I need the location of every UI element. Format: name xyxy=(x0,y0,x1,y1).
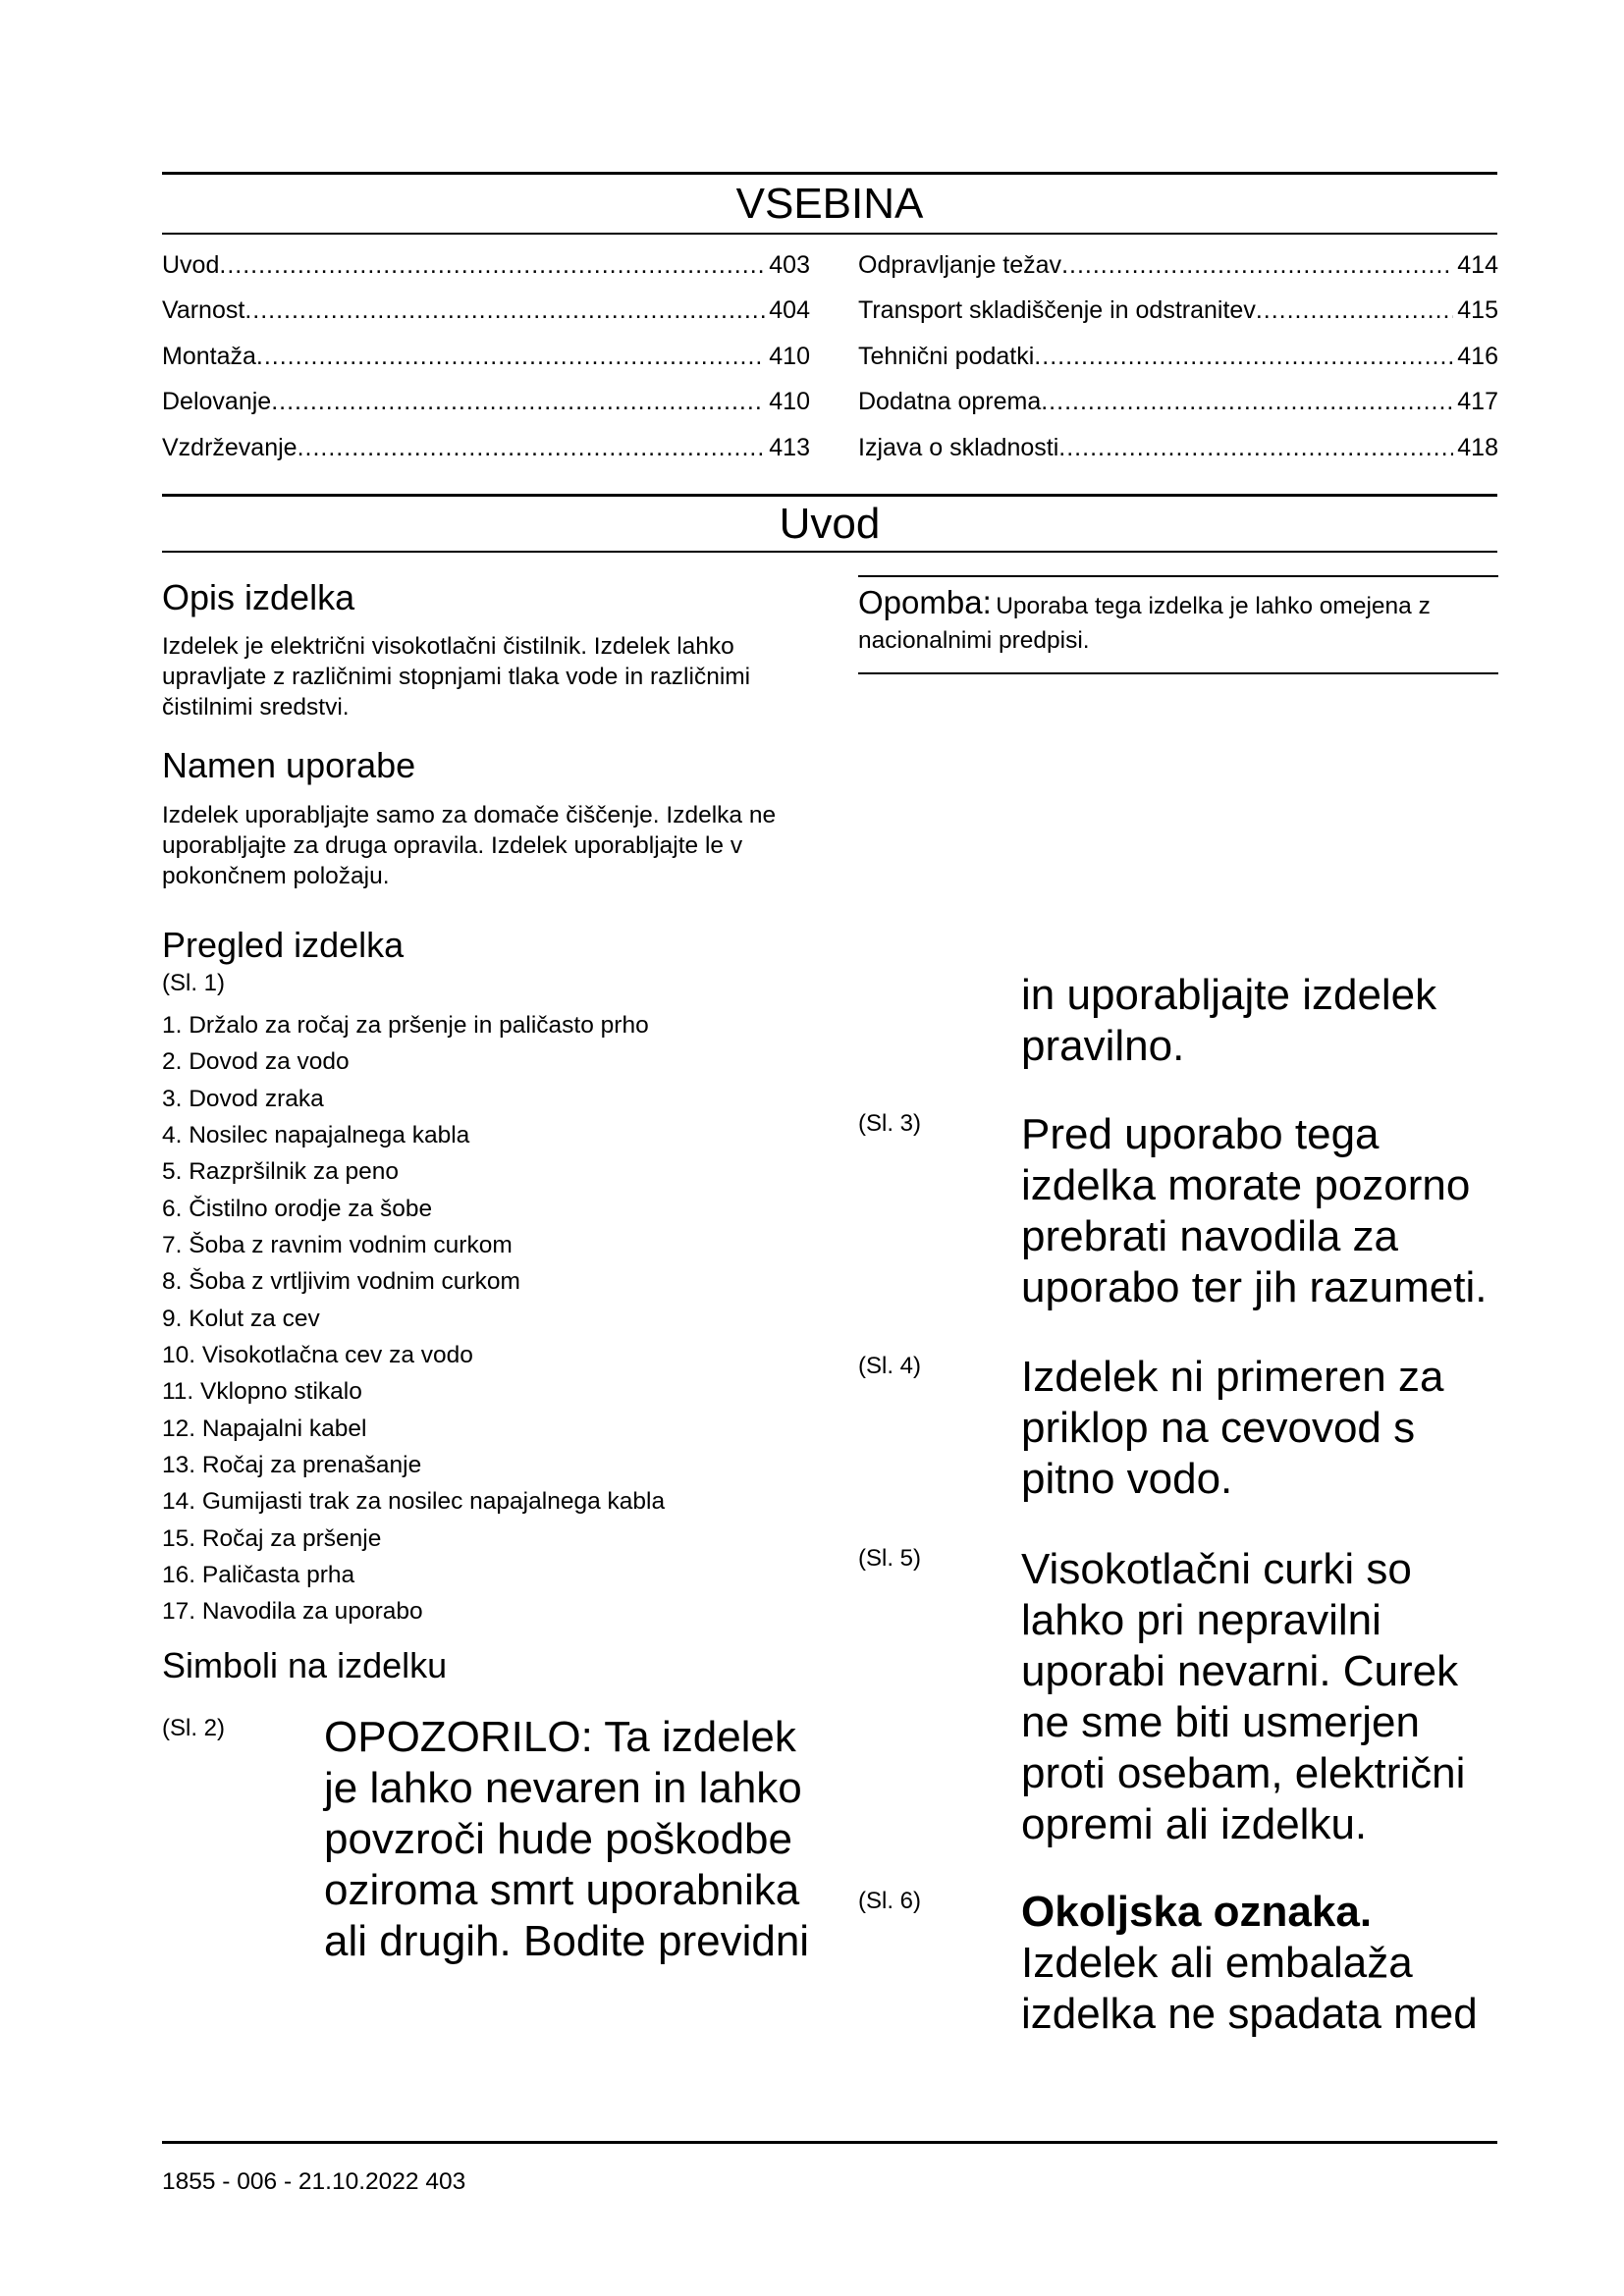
namen-heading: Namen uporabe xyxy=(162,745,416,785)
footer-text: 1855 - 006 - 21.10.2022 403 xyxy=(162,2168,466,2195)
list-item: 12. Napajalni kabel xyxy=(162,1415,367,1442)
list-item: 1. Držalo za ročaj za pršenje in paličasto prho xyxy=(162,1012,649,1039)
list-item: 15. Ročaj za pršenje xyxy=(162,1525,382,1552)
toc-entry-page: 415 xyxy=(1457,296,1498,324)
toc-entry-page: 418 xyxy=(1457,434,1498,461)
footer-rule xyxy=(162,2141,1497,2144)
pregled-heading: Pregled izdelka xyxy=(162,925,405,965)
opis-heading: Opis izdelka xyxy=(162,577,355,617)
sl4-text: Izdelek ni primeren za priklop na cevovod s pitno vodo. xyxy=(1021,1353,1444,1503)
list-item: 7. Šoba z ravnim vodnim curkom xyxy=(162,1232,513,1258)
list-item: 5. Razpršilnik za peno xyxy=(162,1158,400,1185)
list-item: 2. Dovod za vodo xyxy=(162,1048,350,1075)
sl5-text: Visokotlačni curki so lahko pri nepravilni uporabi nevarni. Curek ne sme biti usmerjen proti osebam, električni opremi ali izdelku. xyxy=(1021,1545,1466,1848)
toc-entry-page: 404 xyxy=(769,296,810,324)
toc-entry-page: 414 xyxy=(1457,251,1498,279)
list-item: 14. Gumijasti trak za nosilec napajalnega kabla xyxy=(162,1488,666,1515)
toc-title: VSEBINA xyxy=(735,180,924,228)
list-item: 6. Čistilno orodje za šobe xyxy=(162,1196,433,1222)
toc-entry[interactable] xyxy=(858,343,1498,371)
toc-entry[interactable] xyxy=(162,343,810,371)
opomba-text: Uporaba tega izdelka je lahko omejena z nacionalnimi predpisi. xyxy=(858,593,1431,654)
toc-entry[interactable] xyxy=(858,388,1498,416)
toc-entry-label: Vzdrževanje xyxy=(162,434,298,461)
pregled-figure-ref: (Sl. 1) xyxy=(162,970,226,996)
toc-entry[interactable] xyxy=(162,434,810,462)
toc-top-rule xyxy=(162,172,1497,175)
list-item: 17. Navodila za uporabo xyxy=(162,1598,423,1625)
opomba-bottom-rule xyxy=(858,672,1498,674)
toc-entry[interactable] xyxy=(858,251,1498,280)
section-top-rule xyxy=(162,494,1497,497)
toc-entry-label: Tehnični podatki xyxy=(858,343,1035,370)
sl6-bold-text: Okoljska oznaka. xyxy=(1021,1888,1373,1936)
list-item: 10. Visokotlačna cev za vodo xyxy=(162,1342,473,1368)
section-title: Uvod xyxy=(779,500,881,548)
sl4-figure-ref: (Sl. 4) xyxy=(858,1353,922,1379)
list-item: 11. Vklopno stikalo xyxy=(162,1378,362,1405)
toc-entry-page: 410 xyxy=(769,388,810,415)
toc-entry[interactable] xyxy=(162,388,810,416)
toc-entry-label: Izjava o skladnosti xyxy=(858,434,1059,461)
toc-entry-label: Delovanje xyxy=(162,388,272,415)
toc-entry-label: Uvod xyxy=(162,251,220,279)
sl3-figure-ref: (Sl. 3) xyxy=(858,1110,922,1137)
toc-entry-page: 413 xyxy=(769,434,810,461)
list-item: 8. Šoba z vrtljivim vodnim curkom xyxy=(162,1268,520,1295)
toc-entry[interactable] xyxy=(858,296,1498,325)
opomba-label: Opomba: xyxy=(858,584,992,620)
toc-entry[interactable] xyxy=(162,296,810,325)
sl2-text: OPOZORILO: Ta izdelek je lahko nevaren in lahko povzroči hude poškodbe oziroma smrt uporabnika ali drugih. Bodite previdni xyxy=(324,1713,810,1965)
sl5-figure-ref: (Sl. 5) xyxy=(858,1545,922,1572)
toc-entry[interactable] xyxy=(162,251,810,280)
toc-bottom-rule xyxy=(162,233,1497,235)
sl6-block xyxy=(1021,1887,1502,2040)
opomba-note xyxy=(858,584,1496,660)
toc-entry-label: Dodatna oprema xyxy=(858,388,1042,415)
list-item: 3. Dovod zraka xyxy=(162,1086,324,1112)
sl6-figure-ref: (Sl. 6) xyxy=(858,1888,922,1914)
opis-text: Izdelek je električni visokotlačni čistilnik. Izdelek lahko upravljate z različnimi stopnjami tlaka vode in različnimi čistilnimi sredstvi. xyxy=(162,633,751,721)
namen-text: Izdelek uporabljajte samo za domače čiščenje. Izdelka ne uporabljajte za druga opravila. Izdelek uporabljajte le v pokončnem položaju. xyxy=(162,802,777,889)
toc-entry[interactable] xyxy=(858,434,1498,462)
toc-entry-label: Montaža xyxy=(162,343,256,370)
list-item: 4. Nosilec napajalnega kabla xyxy=(162,1122,470,1148)
toc-entry-label: Varnost xyxy=(162,296,245,324)
toc-entry-page: 416 xyxy=(1457,343,1498,370)
toc-entry-page: 410 xyxy=(769,343,810,370)
simboli-heading: Simboli na izdelku xyxy=(162,1645,448,1685)
toc-entry-page: 417 xyxy=(1457,388,1498,415)
toc-entry-label: Odpravljanje težav xyxy=(858,251,1062,279)
toc-entry-page: 403 xyxy=(769,251,810,279)
sl2-continued-text: in uporabljajte izdelek pravilno. xyxy=(1021,971,1437,1070)
list-item: 13. Ročaj za prenašanje xyxy=(162,1452,422,1478)
section-bottom-rule xyxy=(162,551,1497,553)
opomba-top-rule xyxy=(858,575,1498,577)
sl6-text: Izdelek ali embalaža izdelka ne spadata med xyxy=(1021,1939,1478,2038)
list-item: 9. Kolut za cev xyxy=(162,1306,320,1332)
toc-entry-label: Transport skladiščenje in odstranitev xyxy=(858,296,1256,324)
list-item: 16. Paličasta prha xyxy=(162,1562,355,1588)
sl3-text: Pred uporabo tega izdelka morate pozorno prebrati navodila za uporabo ter jih razumeti. xyxy=(1021,1110,1488,1311)
sl2-figure-ref: (Sl. 2) xyxy=(162,1715,226,1741)
